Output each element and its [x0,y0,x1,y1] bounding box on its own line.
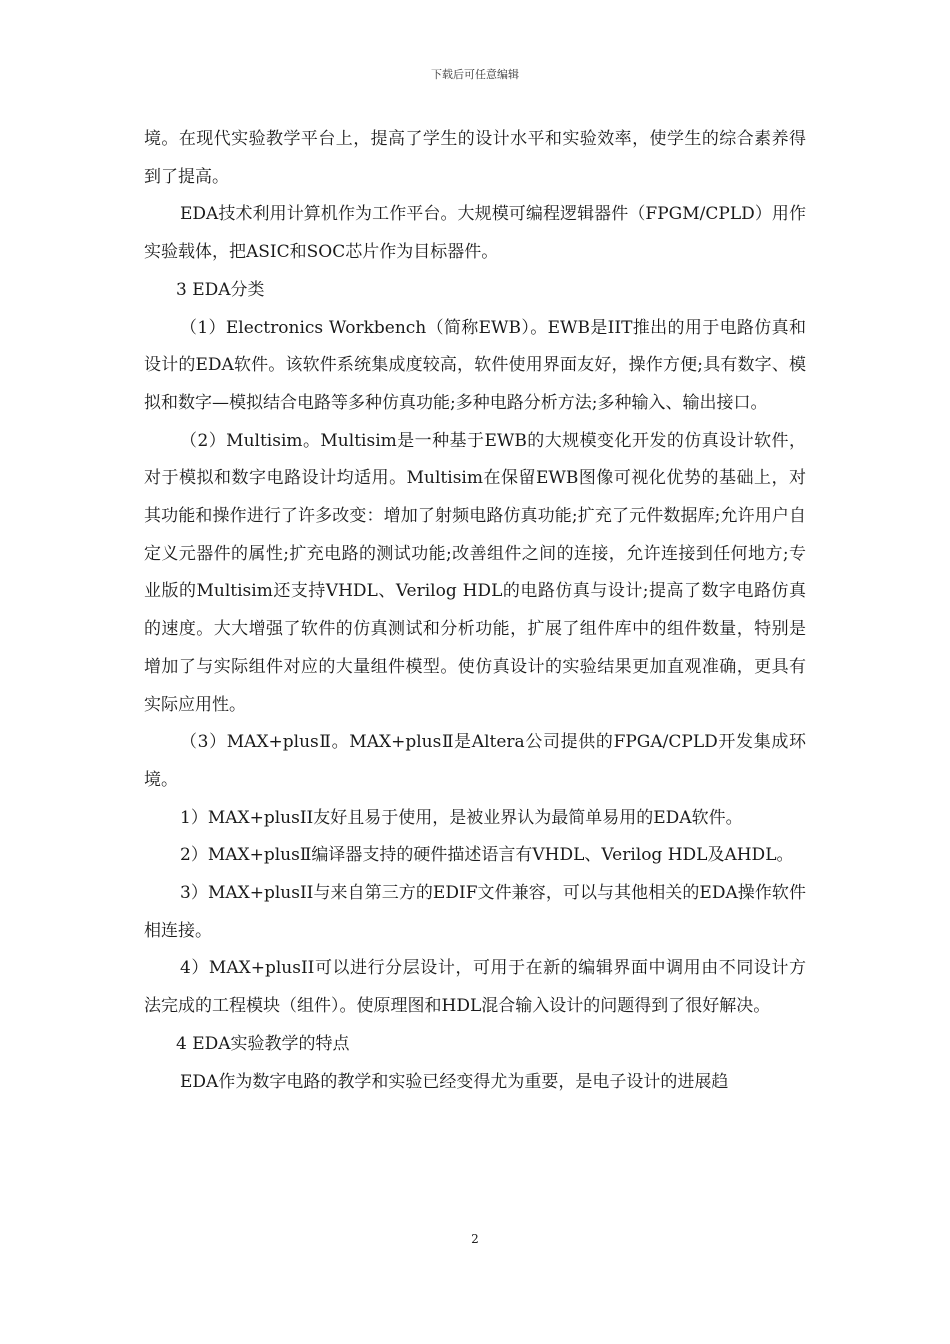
paragraph: EDA作为数字电路的教学和实验已经变得尤为重要，是电子设计的进展趋 [180,1071,729,1092]
paragraph: （2）Multisim。Multisim是一种基于EWB的大规模变化开发的仿真设计软件，对于模拟和数字电路设计均适用。Multisim在保留EWB图像可视化优势的基础上，对其功能和操作进行了许多改变：增加了射频电路仿真功能;扩充了元件数据库;允许用户自定义元器件的属性;扩充电路的测试功能;改善组件之间的连接，允许连接到任何地方;专业版的Multisim还支持VHDL、Verilog HDL的电路仿真与设计;提高了数字电路仿真的速度。大大增强了软件的仿真测试和分析功能，扩展了组件库中的组件数量，特别是增加了与实际组件对应的大量组件模型。使仿真设计的实验结果更加直观准确，更具有实际应用性。 [144,430,806,715]
page-number: 2 [471,1232,479,1246]
list-item: 4）MAX+plusII可以进行分层设计，可用于在新的编辑界面中调用由不同设计方法完成的工程模块（组件）。使原理图和HDL混合输入设计的问题得到了很好解决。 [144,958,806,1017]
list-item: 3）MAX+plusII与来自第三方的EDIF文件兼容，可以与其他相关的EDA操作软件相连接。 [144,883,806,941]
document-body [144,121,806,1101]
paragraph: EDA技术利用计算机作为工作平台。大规模可编程逻辑器件（FPGM/CPLD）用作实验载体，把ASIC和SOC芯片作为目标器件。 [144,204,806,263]
paragraph: （1）Electronics Workbench（简称EWB）。EWB是IIT推出的用于电路仿真和设计的EDA软件。该软件系统集成度较高，软件使用界面友好，操作方便;具有数字、模拟和数字—模拟结合电路等多种仿真功能;多种电路分析方法;多种输入、输出接口。 [144,317,806,413]
paragraph: （3）MAX+plusⅡ。MAX+plusⅡ是Altera公司提供的FPGA/CPLD开发集成环境。 [144,732,806,790]
section-heading: 3 EDA分类 [176,279,265,300]
page-header: 下载后可任意编辑 [431,68,519,81]
list-item: 1）MAX+plusII友好且易于使用，是被业界认为最简单易用的EDA软件。 [180,807,743,828]
section-heading: 4 EDA实验教学的特点 [176,1033,350,1054]
list-item: 2）MAX+plusⅡ编译器支持的硬件描述语言有VHDL、Verilog HDL及AHDL。 [180,845,794,866]
paragraph: 境。在现代实验教学平台上，提高了学生的设计水平和实验效率，使学生的综合素养得到了提高。 [144,129,806,187]
